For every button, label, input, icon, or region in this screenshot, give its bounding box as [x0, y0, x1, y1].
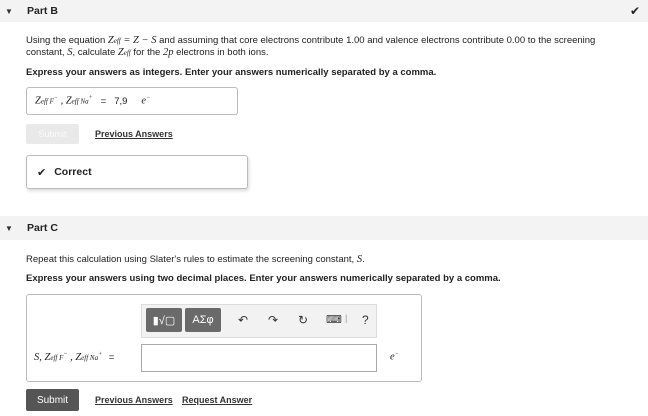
redo-icon[interactable]: ↷	[268, 313, 279, 327]
keyboard-icon[interactable]: ⌨	[326, 314, 342, 326]
part-c-previous-answers-link[interactable]: Previous Answers	[95, 395, 173, 405]
complete-check-icon: ✔	[629, 4, 640, 18]
part-c-instructions: Repeat this calculation using Slater's rules to estimate the screening constant, S.	[26, 254, 365, 265]
zeff-equation: Zeff = Z − S	[107, 35, 157, 46]
answer-value: 7,9	[114, 95, 128, 107]
reset-icon[interactable]: ↻	[298, 313, 309, 327]
part-b-header[interactable]	[0, 0, 648, 22]
collapse-caret-icon[interactable]: ▼	[5, 6, 13, 16]
part-b-directive: Express your answers as integers. Enter your answers numerically separated by a comma.	[26, 67, 437, 78]
part-c-submit-button[interactable]: Submit	[26, 389, 79, 411]
part-b-instructions: Using the equation Zeff = Z − S and assuming that core electrons contribute 1.00 and valence electrons contribute 0.00 to the screening constant, S, calculate Zeff for the 2p electrons in both ions.	[26, 35, 596, 58]
request-answer-link[interactable]: Request Answer	[182, 395, 253, 405]
answer-label: Zeff F− , Zeff Na+	[35, 95, 93, 107]
part-c-header[interactable]	[0, 216, 648, 240]
undo-icon[interactable]: ↶	[238, 313, 249, 327]
check-icon: ✔	[37, 166, 47, 179]
unit-label: e−	[141, 95, 151, 107]
toolbar-divider: |	[345, 313, 348, 323]
part-b-answer-display: Zeff F− , Zeff Na+ = 7,9 e−	[26, 87, 238, 115]
part-c-directive: Express your answers using two decimal places. Enter your answers numerically separated by a comma.	[26, 273, 501, 284]
part-c-answer-input[interactable]	[141, 344, 377, 372]
collapse-caret-icon[interactable]: ▼	[5, 223, 13, 233]
correct-feedback: ✔ Correct	[26, 155, 248, 189]
symbols-button[interactable]: ΑΣφ	[185, 308, 221, 332]
unit-label: e−	[390, 351, 399, 363]
part-b-title: Part B	[27, 5, 58, 17]
part-c-title: Part C	[27, 222, 58, 234]
part-c-answer-label: S, Zeff F− , Zeff Na+ =	[34, 351, 115, 363]
templates-button[interactable]: ▮√▢	[146, 308, 182, 332]
part-b-previous-answers-link[interactable]: Previous Answers	[95, 129, 173, 139]
part-b-submit-button: Submit	[26, 124, 79, 144]
help-button[interactable]: ?	[362, 313, 369, 327]
